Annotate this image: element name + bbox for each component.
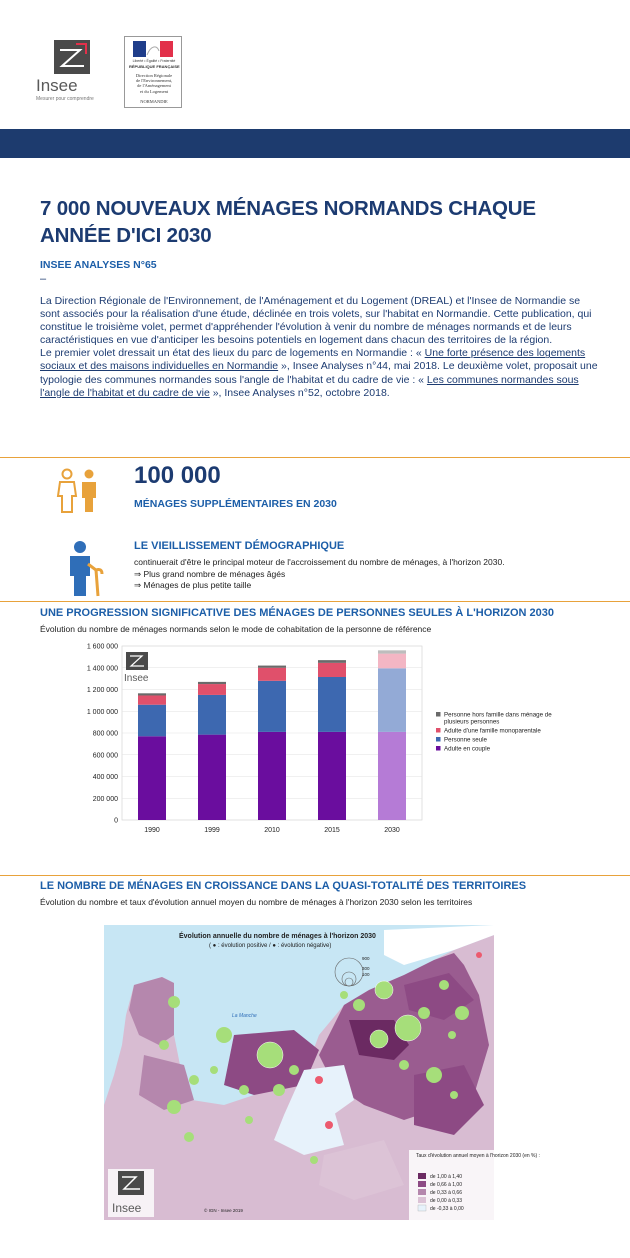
svg-text:de 1,00 à 1,40: de 1,00 à 1,40 [430, 1174, 462, 1180]
chart-bar-segment [198, 735, 226, 820]
chart-insee-watermark [124, 652, 149, 684]
chart-bar-segment [318, 663, 346, 677]
chart-bar-segment [378, 668, 406, 732]
intro-paragraph-1: La Direction Régionale de l'Environnement, de l'Aménagement et du Logement (DREAL) et l'Insee de Normandie se sont associés pour la réalisation d'une étude, déclinée en trois volets, sur l'habitat en Normandie. Cette publication, qui constitue le troisième volet, permet d'appréhender l'évolution à venir du nombre de ménages normands et de leurs caractéristiques en vue d'anticiper les besoins potentiels en logement dans chacun des territoires de la région. [40, 295, 592, 347]
chart-y-tick-label: 200 000 [92, 795, 118, 803]
link-volet-1[interactable]: Une forte présence des logements sociaux et des maisons individuelles en Normandie [40, 347, 586, 373]
chart-x-tick-label: 2030 [384, 827, 400, 834]
separator [0, 601, 630, 602]
separator [0, 457, 630, 458]
rf-motto: Liberté • Égalité • Fraternité [132, 59, 176, 63]
chart-bar-segment [198, 695, 226, 735]
intro-paragraph-2: Le premier volet dressait un état des lieux du parc de logements en Normandie : « Une forte présence des logements sociaux et des maisons individuelles en Normandie », Insee Analyses n°44, mai 2018. Le deuxième volet, proposait une typologie des communes normandes sous l'angle de l'habitat et du cadre de vie : « Les communes normandes sous l'angle de l'habitat et du cadre de vie », Insee Analyses n°52, octobre 2018. [40, 347, 598, 399]
chart-y-tick-label: 400 000 [92, 774, 118, 781]
rf-republic: RÉPUBLIQUE FRANÇAISE [129, 64, 180, 69]
chart-legend-label: Personne seule [444, 736, 487, 744]
chart-bar-segment [258, 666, 286, 668]
insee-wordmark: Insee [36, 76, 78, 95]
map-color-legend [409, 1150, 540, 1220]
chart-bar-segment [138, 705, 166, 737]
intro-text [40, 295, 600, 400]
people-icon [56, 468, 100, 516]
section-title-chart: UNE PROGRESSION SIGNIFICATIVE DES MÉNAGES DE PERSONNES SEULES À L'HORIZON 2030 [40, 607, 555, 619]
page-title: 7 000 NOUVEAUX MÉNAGES NORMANDS CHAQUE ANNÉE D'ICI 2030 [40, 197, 536, 247]
households-chart-svg [78, 640, 598, 840]
ageing-text: continuerait d'être le principal moteur de l'accroissement du nombre de ménages, à l'horizon 2030. ⇒ Plus grand nombre de ménages âgés ⇒ Ménages de plus petite taille [134, 557, 505, 590]
chart-bar-segment [318, 660, 346, 663]
prefecture-logo[interactable] [124, 36, 182, 108]
normandy-map-svg [104, 925, 540, 1220]
insee-tagline: Mesurer pour comprendre [36, 96, 94, 102]
section-subtitle-chart: Évolution du nombre de ménages normands selon le mode de cohabitation de la personne de référence [40, 624, 432, 634]
chart-y-tick-label: 1 400 000 [86, 665, 118, 673]
chart-bar-segment [258, 668, 286, 681]
chart-y-tick-label: 1 000 000 [86, 708, 118, 716]
chart-bar-segment [378, 654, 406, 669]
kpi-label: MÉNAGES SUPPLÉMENTAIRES EN 2030 [134, 498, 337, 510]
chart-bar-segment [258, 732, 286, 820]
ageing-title: LE VIEILLISSEMENT DÉMOGRAPHIQUE [134, 540, 345, 552]
header-band [0, 129, 630, 158]
chart-bar-segment [378, 732, 406, 820]
chart-y-tick-label: 0 [114, 817, 118, 825]
map-circle-legend: ( ● : évolution positive / ● : évolution négative) [209, 943, 332, 949]
chart-y-tick-label: 1 600 000 [86, 643, 118, 651]
map-copyright: © IGN - Insee 2019 [204, 1208, 243, 1213]
chart-legend-swatch [436, 728, 441, 733]
svg-text:100: 100 [362, 972, 370, 977]
svg-text:Taux d'évolution annuel moyen: Taux d'évolution annuel moyen à l'horizon 2030 (en %) : [416, 1153, 540, 1159]
map-insee-watermark [108, 1169, 154, 1217]
page-header [0, 0, 630, 130]
chart-bar-segment [198, 684, 226, 695]
rf-direction-text: Direction Régionale de l'Environnement, de l'Aménagement et du Logement NORMANDIE [135, 73, 173, 104]
sea-label: La Manche [232, 1013, 257, 1019]
svg-text:de 0,33 à 0,66: de 0,33 à 0,66 [430, 1190, 462, 1196]
insee-logo-mark [54, 40, 90, 74]
svg-text:Insee: Insee [112, 1201, 142, 1215]
svg-text:de 0,66 à 1,00: de 0,66 à 1,00 [430, 1182, 462, 1188]
chart-bar-segment [318, 677, 346, 732]
chart-bar-segment [378, 650, 406, 653]
title-separator: – [40, 273, 47, 285]
chart-x-tick-label: 1999 [204, 827, 220, 834]
chart-bar-segment [138, 736, 166, 820]
chart-bar-segment [258, 681, 286, 732]
map-title: Évolution annuelle du nombre de ménages à l'horizon 2030 [179, 933, 376, 940]
normandy-map[interactable] [104, 925, 540, 1220]
marianne-flag-icon [133, 41, 173, 57]
chart-x-tick-label: 1990 [144, 827, 160, 834]
chart-y-tick-label: 800 000 [92, 730, 118, 738]
chart-y-tick-label: 1 200 000 [86, 687, 118, 694]
chart-legend-swatch [436, 712, 441, 717]
section-subtitle-map: Évolution du nombre et taux d'évolution annuel moyen du nombre de ménages à l'horizon 2030 selon les territoires [40, 897, 473, 907]
svg-text:de 0,00 à 0,33: de 0,00 à 0,33 [430, 1198, 462, 1204]
chart-legend-swatch [436, 746, 441, 751]
section-title-map: LE NOMBRE DE MÉNAGES EN CROISSANCE DANS LA QUASI-TOTALITÉ DES TERRITOIRES [40, 880, 527, 892]
chart-y-tick-label: 600 000 [92, 752, 118, 760]
chart-bar-segment [138, 693, 166, 695]
link-volet-2[interactable]: Les communes normandes sous l'angle de l'habitat et du cadre de vie [40, 373, 579, 399]
separator [0, 875, 630, 876]
chart-legend-label: Adulte en couple [444, 745, 491, 753]
insee-logo[interactable] [36, 40, 96, 102]
publication-ref: INSEE ANALYSES N°65 [40, 259, 157, 271]
elderly-person-icon [66, 540, 110, 596]
chart-bar-segment [318, 732, 346, 820]
chart-legend-label: Personne hors famille dans ménage de plusieurs personnes [444, 711, 552, 726]
chart-legend-label: Adulte d'une famille monoparentale [444, 727, 541, 735]
households-chart [78, 640, 598, 840]
kpi-value: 100 000 [134, 462, 221, 489]
svg-text:Insee: Insee [124, 673, 149, 684]
svg-text:300: 300 [362, 966, 370, 971]
chart-x-tick-label: 2015 [324, 827, 340, 834]
svg-text:900: 900 [362, 956, 370, 961]
svg-text:de -0,33 à 0,00: de -0,33 à 0,00 [430, 1206, 464, 1212]
chart-bar-segment [198, 682, 226, 684]
chart-x-tick-label: 2010 [264, 827, 280, 834]
chart-bar-segment [138, 695, 166, 704]
chart-legend-swatch [436, 737, 441, 742]
